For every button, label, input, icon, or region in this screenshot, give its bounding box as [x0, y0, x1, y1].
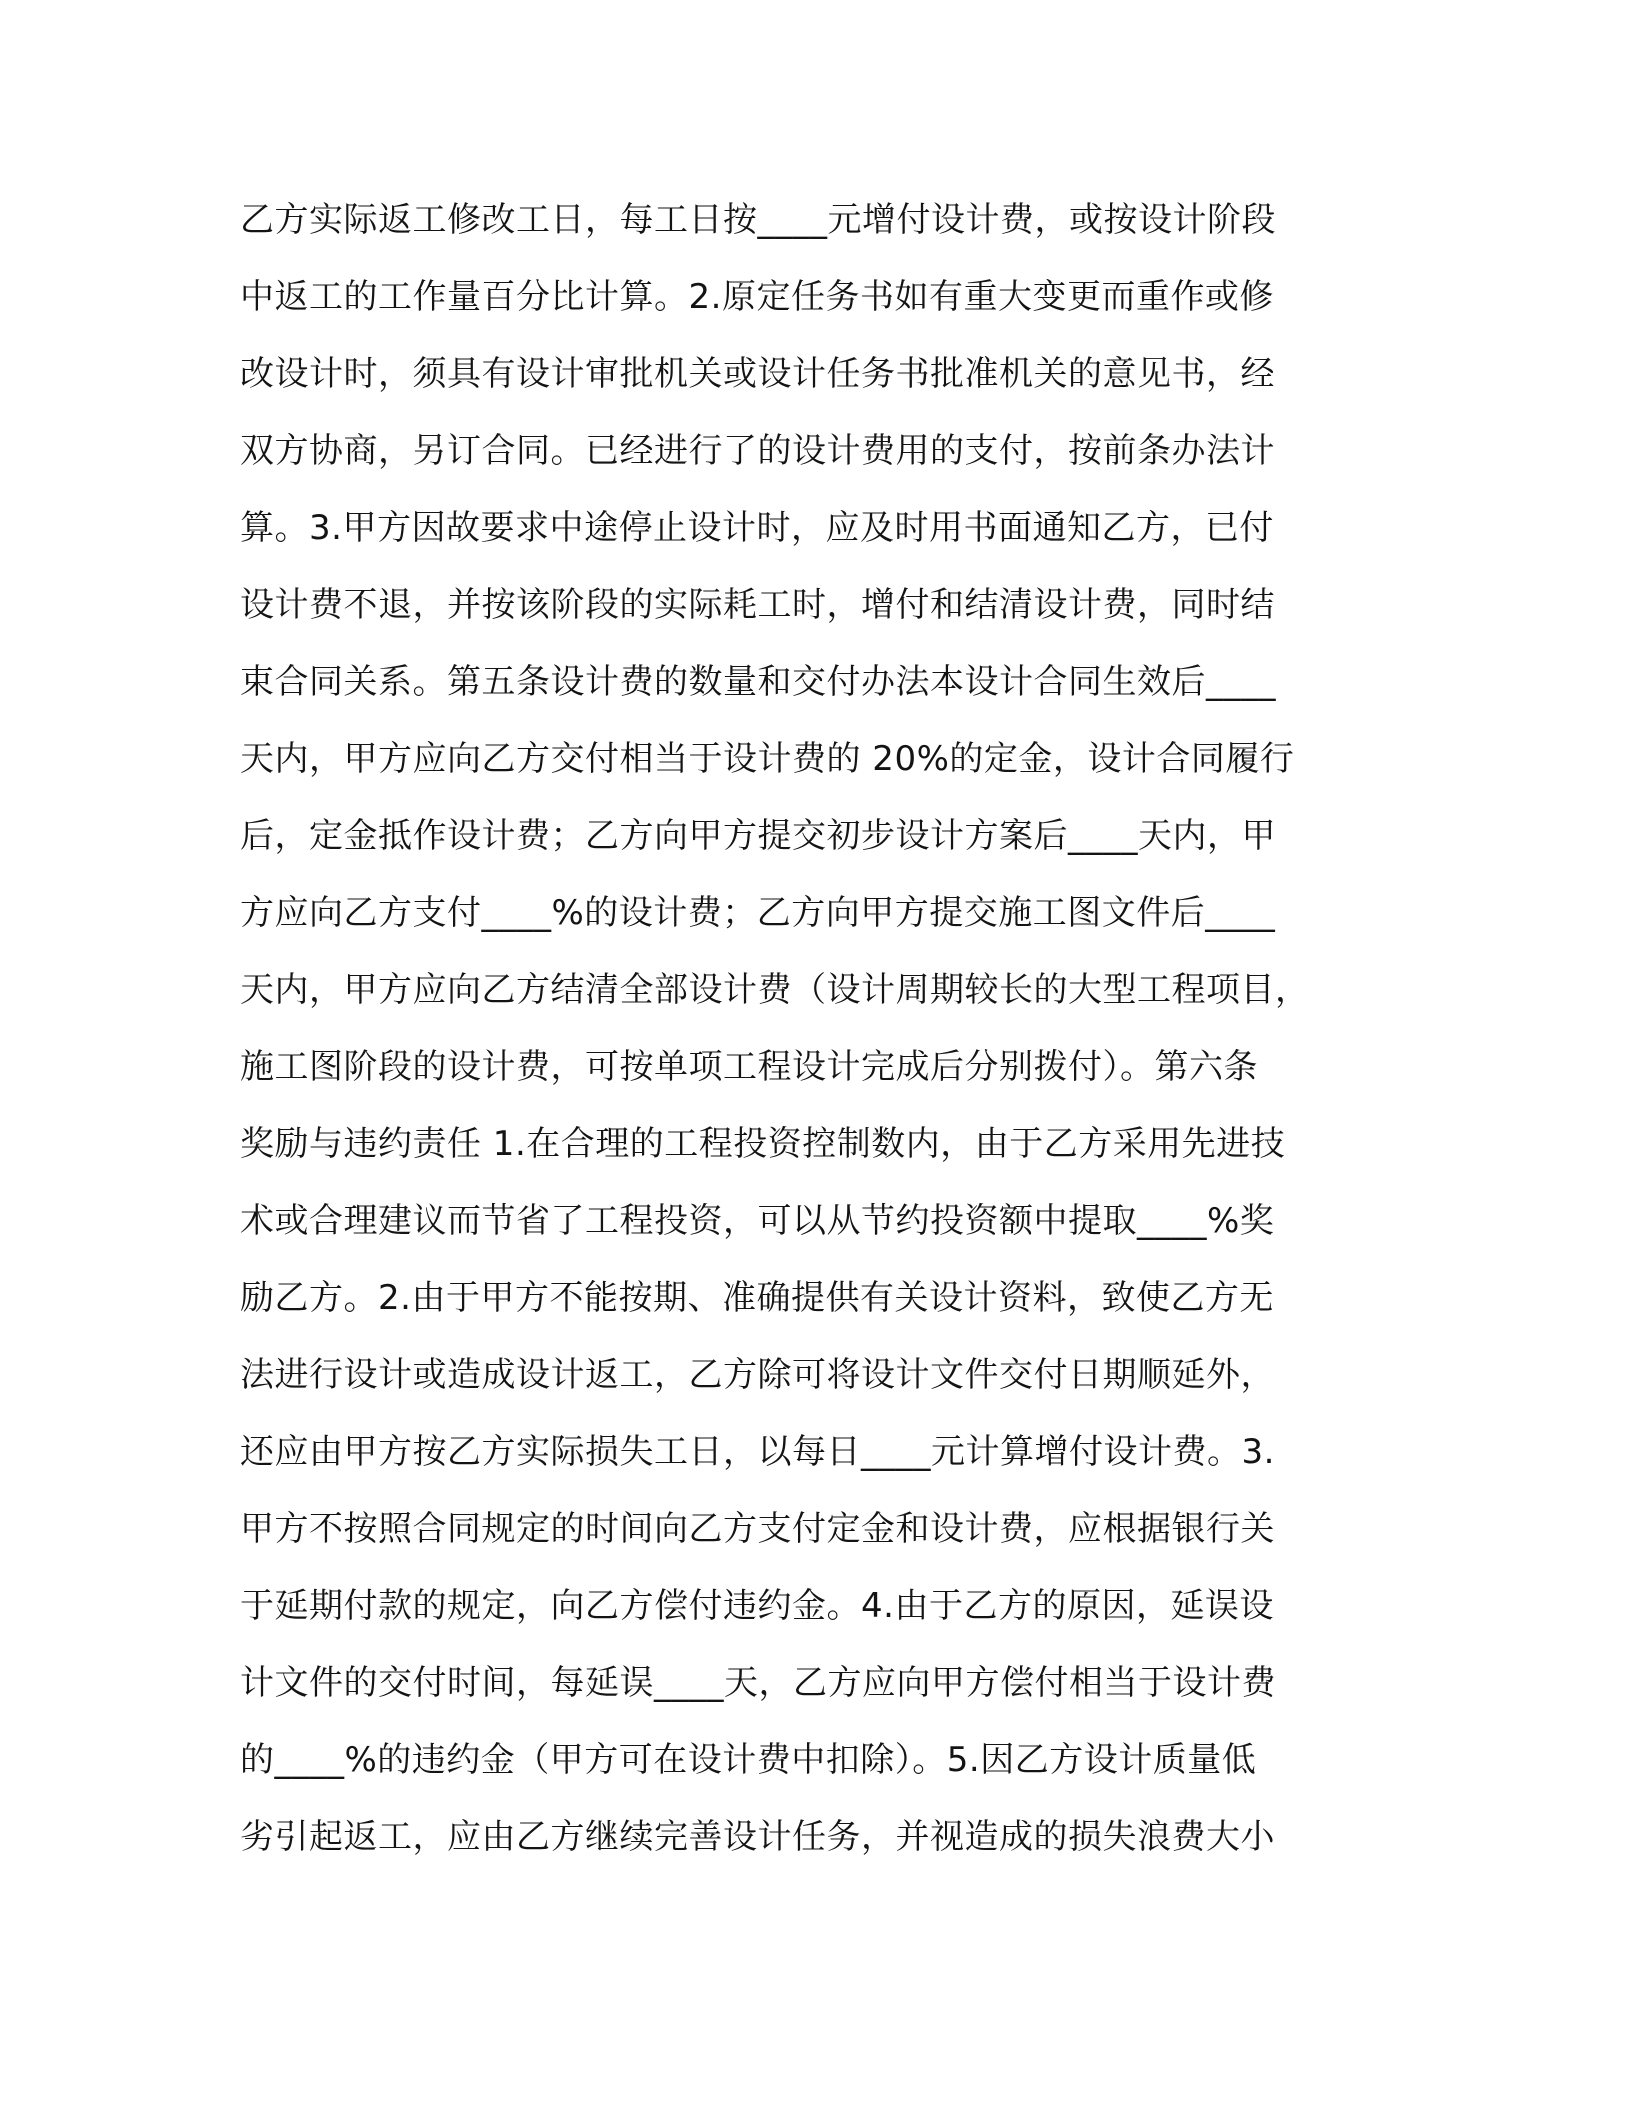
- text-line: 天内，甲方应向乙方结清全部设计费（设计周期较长的大型工程项目，: [240, 970, 1310, 1010]
- text-line: 中返工的工作量百分比计算。2.原定任务书如有重大变更而重作或修: [240, 277, 1274, 317]
- text-line: 天内，甲方应向乙方交付相当于设计费的 20%的定金，设计合同履行: [240, 739, 1295, 779]
- text-line: 双方协商，另订合同。已经进行了的设计费用的支付，按前条办法计: [240, 431, 1275, 471]
- text-line: 乙方实际返工修改工日，每工日按____元增付设计费，或按设计阶段: [240, 200, 1276, 240]
- text-line: 奖励与违约责任 1.在合理的工程投资控制数内，由于乙方采用先进技: [240, 1124, 1286, 1164]
- text-line: 术或合理建议而节省了工程投资，可以从节约投资额中提取____%奖: [240, 1201, 1275, 1241]
- text-line: 还应由甲方按乙方实际损失工日，以每日____元计算增付设计费。3.: [240, 1432, 1275, 1472]
- text-line: 法进行设计或造成设计返工，乙方除可将设计文件交付日期顺延外，: [240, 1355, 1275, 1395]
- text-line: 的____%的违约金（甲方可在设计费中扣除）。5.因乙方设计质量低: [240, 1740, 1257, 1780]
- text-line: 劣引起返工，应由乙方继续完善设计任务，并视造成的损失浪费大小: [240, 1817, 1275, 1857]
- text-line: 算。3.甲方因故要求中途停止设计时，应及时用书面通知乙方，已付: [240, 508, 1274, 548]
- text-line: 计文件的交付时间，每延误____天，乙方应向甲方偿付相当于设计费: [240, 1663, 1276, 1703]
- text-line: 甲方不按照合同规定的时间向乙方支付定金和设计费，应根据银行关: [240, 1509, 1275, 1549]
- text-line: 励乙方。2.由于甲方不能按期、准确提供有关设计资料，致使乙方无: [240, 1278, 1274, 1318]
- contract-text-body: [240, 182, 1390, 1876]
- text-line: 设计费不退，并按该阶段的实际耗工时，增付和结清设计费，同时结: [240, 585, 1275, 625]
- text-line: 于延期付款的规定，向乙方偿付违约金。4.由于乙方的原因，延误设: [240, 1586, 1274, 1626]
- text-line: 束合同关系。第五条设计费的数量和交付办法本设计合同生效后____: [240, 662, 1276, 702]
- text-line: 施工图阶段的设计费，可按单项工程设计完成后分别拨付）。第六条: [240, 1047, 1258, 1087]
- text-line: 后，定金抵作设计费；乙方向甲方提交初步设计方案后____天内，甲: [240, 816, 1276, 856]
- text-line: 方应向乙方支付____%的设计费；乙方向甲方提交施工图文件后____: [240, 893, 1276, 933]
- text-line: 改设计时，须具有设计审批机关或设计任务书批准机关的意见书，经: [240, 354, 1275, 394]
